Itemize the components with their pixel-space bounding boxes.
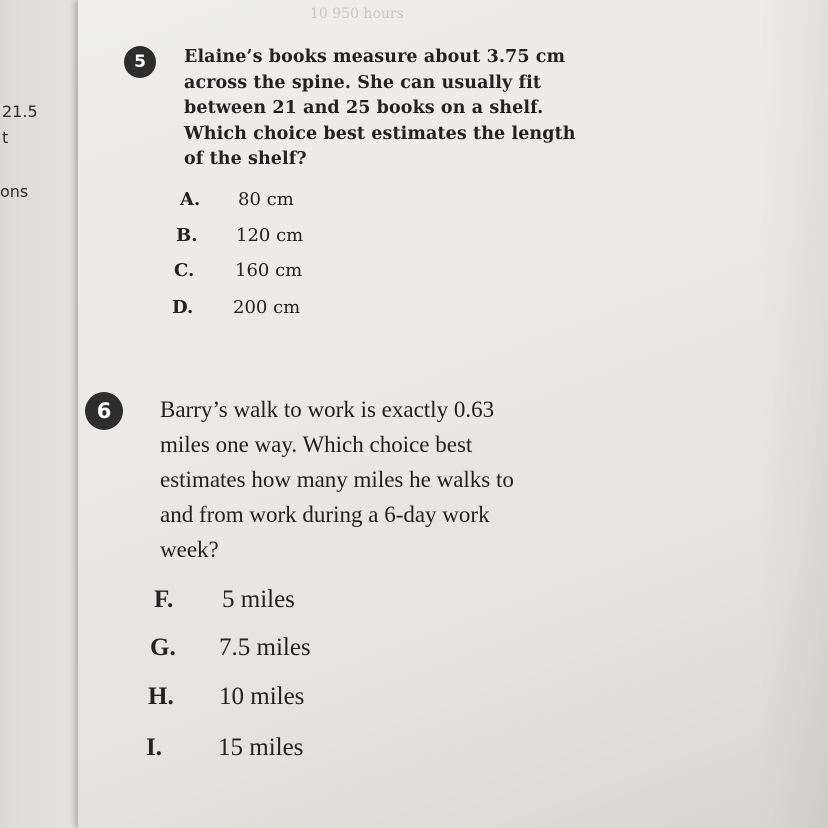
choice-letter: G.: [150, 634, 176, 661]
question-6-line: and from work during a 6-day work: [160, 502, 490, 527]
background-page-word: ons: [0, 182, 29, 201]
choice-value: 120 cm: [236, 225, 304, 246]
choice-letter: I.: [146, 734, 162, 761]
choice-value: 7.5 miles: [219, 634, 311, 661]
choice-letter: H.: [148, 683, 174, 710]
choice-letter: A.: [180, 189, 201, 210]
question-5-line: across the spine. She can usually fit: [184, 72, 542, 93]
background-page-letter: t: [2, 128, 9, 147]
choice-letter: F.: [154, 586, 174, 613]
choice-value: 10 miles: [219, 683, 305, 710]
question-6-line: Barry’s walk to work is exactly 0.63: [160, 397, 495, 422]
question-5-number-badge: 5: [124, 46, 156, 78]
question-5-line: Elaine’s books measure about 3.75 cm: [184, 47, 566, 67]
choice-value: 160 cm: [235, 260, 303, 281]
question-5-stem: [184, 45, 614, 173]
faint-bleed-text: 10 950 hours: [310, 6, 404, 22]
choice-letter: B.: [176, 225, 198, 246]
background-page-number: 21.5: [2, 102, 38, 121]
choice-letter: C.: [174, 260, 195, 281]
page-shadow: [758, 0, 828, 828]
question-6-number-badge: 6: [85, 392, 123, 430]
question-5-line: between 21 and 25 books on a shelf.: [184, 98, 544, 118]
question-5-line: Which choice best estimates the length: [184, 123, 576, 144]
question-6-line: miles one way. Which choice best: [160, 432, 473, 457]
choice-value: 5 miles: [222, 586, 295, 613]
question-5-line: of the shelf?: [184, 149, 307, 169]
question-6-line: week?: [160, 537, 219, 562]
choice-value: 15 miles: [218, 734, 304, 761]
choice-value: 80 cm: [238, 189, 294, 210]
question-6-stem: [160, 392, 630, 567]
choice-value: 200 cm: [233, 297, 301, 318]
question-6-line: estimates how many miles he walks to: [160, 467, 514, 492]
choice-letter: D.: [172, 297, 194, 318]
